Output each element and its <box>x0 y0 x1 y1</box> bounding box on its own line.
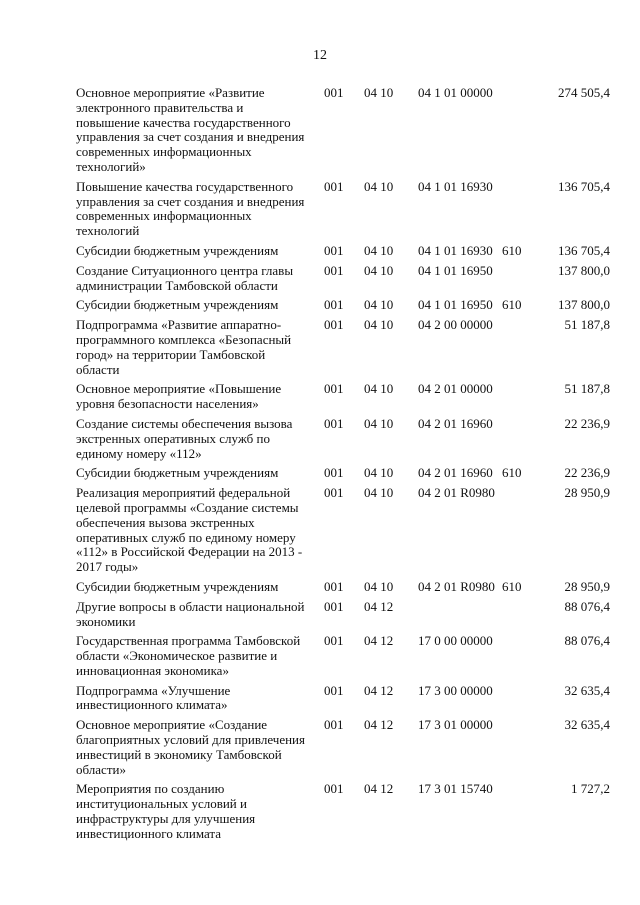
ministry-code: 001 <box>324 465 344 481</box>
table-row <box>76 600 610 630</box>
amount: 88 076,4 <box>564 633 610 649</box>
target-article-code: 04 1 01 00000 <box>418 85 493 100</box>
item-name: Субсидии бюджетным учреждениям <box>76 465 279 481</box>
item-name: Реализация мероприятий федеральной целевой программы «Создание системы обеспечения вызова экстренных оперативных служб по единому номеру «112» в Российской Федерации на 2013 - 2017 годы» <box>76 485 303 575</box>
section-code: 04 12 <box>364 633 394 649</box>
table-row <box>76 684 610 714</box>
item-name: Мероприятия по созданию институциональных условий и инфраструктуры для улучшения инвестиционного климата <box>76 781 256 841</box>
amount: 1 727,2 <box>571 781 610 797</box>
table-row <box>76 417 610 461</box>
section-code: 04 10 <box>364 317 394 333</box>
section-code: 04 12 <box>364 717 394 733</box>
budget-table <box>76 86 610 847</box>
ministry-code: 001 <box>324 381 344 397</box>
target-article-code: 17 3 01 00000 <box>418 717 493 733</box>
table-row <box>76 264 610 294</box>
section-code: 04 10 <box>364 485 394 501</box>
amount: 32 635,4 <box>564 682 610 698</box>
amount: 51 187,8 <box>564 317 610 333</box>
section-code: 04 10 <box>364 297 394 313</box>
item-name: Субсидии бюджетным учреждениям <box>76 578 279 594</box>
item-name: Основное мероприятие «Повышение уровня безопасности населения» <box>76 381 282 412</box>
target-article-code: 04 2 01 16960 <box>418 415 493 431</box>
amount: 51 187,8 <box>564 381 610 397</box>
target-article-code: 17 3 00 00000 <box>418 682 493 698</box>
section-code: 04 12 <box>364 781 394 797</box>
item-name: Создание системы обеспечения вызова экстренных оперативных служб по единому номеру «112» <box>76 415 293 461</box>
target-article-code: 04 2 01 R0980 <box>418 485 495 501</box>
target-article-code: 04 1 01 16930 <box>418 178 493 194</box>
expense-type-code: 610 <box>502 297 522 313</box>
table-row <box>76 180 610 239</box>
ministry-code: 001 <box>324 297 344 313</box>
ministry-code: 001 <box>324 633 344 649</box>
target-article-code: 04 1 01 16930 <box>418 242 493 258</box>
ministry-code: 001 <box>324 578 344 594</box>
amount: 88 076,4 <box>564 598 610 614</box>
amount: 22 236,9 <box>564 415 610 431</box>
amount: 137 800,0 <box>558 262 610 278</box>
target-article-code: 17 3 01 15740 <box>418 781 493 797</box>
ministry-code: 001 <box>324 682 344 698</box>
ministry-code: 001 <box>324 85 344 100</box>
ministry-code: 001 <box>324 415 344 431</box>
table-row <box>76 486 610 575</box>
section-code: 04 10 <box>364 381 394 397</box>
item-name: Субсидии бюджетным учреждениям <box>76 242 279 258</box>
section-code: 04 10 <box>364 415 394 431</box>
target-article-code: 04 2 01 16960 <box>418 465 493 481</box>
amount: 32 635,4 <box>564 717 610 733</box>
target-article-code: 04 2 00 00000 <box>418 317 493 333</box>
table-row <box>76 466 610 481</box>
table-row <box>76 580 610 595</box>
item-name: Подпрограмма «Развитие аппаратно-программного комплекса «Безопасный город» на территории Тамбовской области <box>76 317 292 377</box>
page-number: 12 <box>313 48 327 63</box>
table-row <box>76 718 610 777</box>
section-code: 04 10 <box>364 85 394 100</box>
expense-type-code: 610 <box>502 465 522 481</box>
ministry-code: 001 <box>324 242 344 258</box>
table-row <box>76 298 610 313</box>
ministry-code: 001 <box>324 178 344 194</box>
section-code: 04 10 <box>364 262 394 278</box>
section-code: 04 10 <box>364 242 394 258</box>
section-code: 04 12 <box>364 682 394 698</box>
target-article-code: 04 1 01 16950 <box>418 297 493 313</box>
amount: 274 505,4 <box>558 85 610 100</box>
target-article-code: 04 2 01 00000 <box>418 381 493 397</box>
item-name: Государственная программа Тамбовской области «Экономическое развитие и инновационная экономика» <box>76 633 301 678</box>
item-name: Субсидии бюджетным учреждениям <box>76 297 279 313</box>
section-code: 04 10 <box>364 178 394 194</box>
table-row <box>76 86 610 175</box>
ministry-code: 001 <box>324 262 344 278</box>
expense-type-code: 610 <box>502 578 522 594</box>
item-name: Другие вопросы в области национальной экономики <box>76 598 305 629</box>
section-code: 04 12 <box>364 598 394 614</box>
target-article-code: 04 1 01 16950 <box>418 262 493 278</box>
target-article-code: 17 0 00 00000 <box>418 633 493 649</box>
ministry-code: 001 <box>324 781 344 797</box>
amount: 137 800,0 <box>558 297 610 313</box>
item-name: Основное мероприятие «Создание благоприятных условий для привлечения инвестиций в экономику Тамбовской области» <box>76 717 305 777</box>
section-code: 04 10 <box>364 465 394 481</box>
item-name: Повышение качества государственного управления за счет создания и внедрения современных информационных технологий <box>76 178 305 239</box>
ministry-code: 001 <box>324 317 344 333</box>
amount: 28 950,9 <box>564 485 610 501</box>
amount: 28 950,9 <box>564 578 610 594</box>
table-row <box>76 244 610 259</box>
table-row <box>76 318 610 377</box>
item-name: Подпрограмма «Улучшение инвестиционного климата» <box>76 682 231 713</box>
amount: 22 236,9 <box>564 465 610 481</box>
item-name: Создание Ситуационного центра главы администрации Тамбовской области <box>76 262 294 293</box>
table-row <box>76 634 610 678</box>
table-row <box>76 782 610 841</box>
ministry-code: 001 <box>324 717 344 733</box>
target-article-code: 04 2 01 R0980 <box>418 578 495 594</box>
ministry-code: 001 <box>324 598 344 614</box>
item-name: Основное мероприятие «Развитие электронного правительства и повышение качества государственного управления за счет создания и внедрения современных информационных технологий» <box>76 85 305 174</box>
amount: 136 705,4 <box>558 178 610 194</box>
table-row <box>76 382 610 412</box>
ministry-code: 001 <box>324 485 344 501</box>
amount: 136 705,4 <box>558 242 610 258</box>
section-code: 04 10 <box>364 578 394 594</box>
expense-type-code: 610 <box>502 242 522 258</box>
